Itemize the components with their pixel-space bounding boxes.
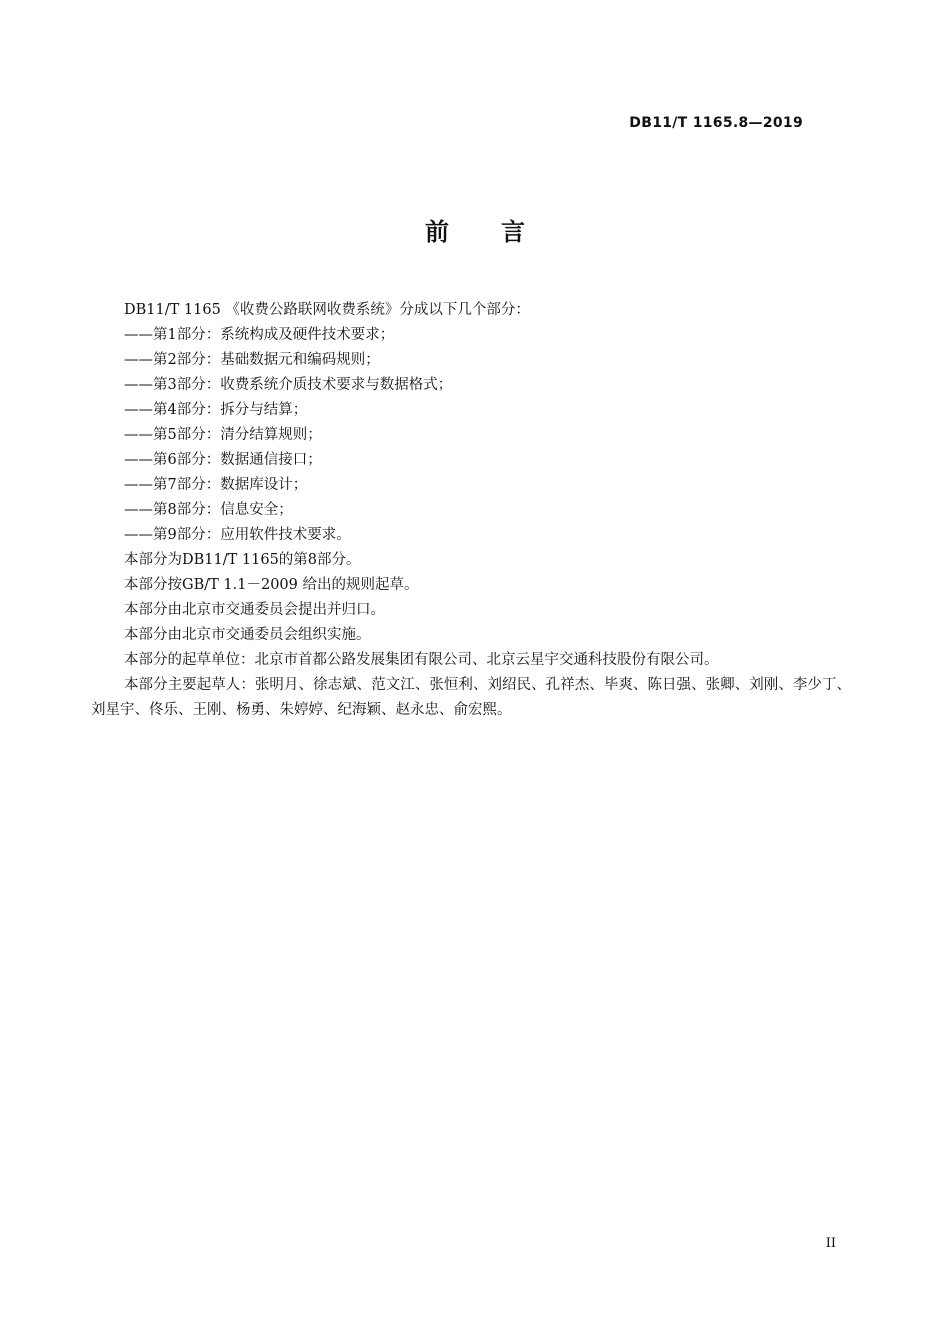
list-item-part-4: ——第4部分：拆分与结算； [124,402,308,418]
list-item-part-3: ——第3部分：收费系统介质技术要求与数据格式； [124,377,453,393]
list-item-part-5: ——第5部分：清分结算规则； [124,427,322,443]
foreword-body [91,298,851,723]
page-title: 前言 [425,218,577,246]
paragraph-drafting-units: 本部分的起草单位：北京市首都公路发展集团有限公司、北京云星宇交通科技股份有限公司。 [124,652,719,668]
paragraph-proposer: 本部分由北京市交通委员会提出并归口。 [124,602,385,618]
list-item-part-7: ——第7部分：数据库设计； [124,477,308,493]
document-code: DB11/T 1165.8—2019 [629,115,803,131]
paragraph-intro: DB11/T 1165 《收费公路联网收费系统》分成以下几个部分： [124,302,530,318]
list-item-part-1: ——第1部分：系统构成及硬件技术要求； [124,327,395,343]
page-number: II [825,1236,836,1251]
paragraph-implementer: 本部分由北京市交通委员会组织实施。 [124,627,371,643]
paragraph-part-statement: 本部分为DB11/T 1165的第8部分。 [124,552,361,568]
list-item-part-9: ——第9部分：应用软件技术要求。 [124,527,351,543]
list-item-part-2: ——第2部分：基础数据元和编码规则； [124,352,380,368]
paragraph-drafters: 本部分主要起草人：张明月、徐志斌、范文江、张恒利、刘绍民、孔祥杰、毕爽、陈日强、张卿、刘刚、李少丁、刘星宇、佟乐、王刚、杨勇、朱婷婷、纪海颖、赵永忠、俞宏熙。 [91,677,851,718]
paragraph-drafting-rules: 本部分按GB/T 1.1－2009 给出的规则起草。 [124,577,419,593]
list-item-part-8: ——第8部分：信息安全； [124,502,293,518]
list-item-part-6: ——第6部分：数据通信接口； [124,452,322,468]
